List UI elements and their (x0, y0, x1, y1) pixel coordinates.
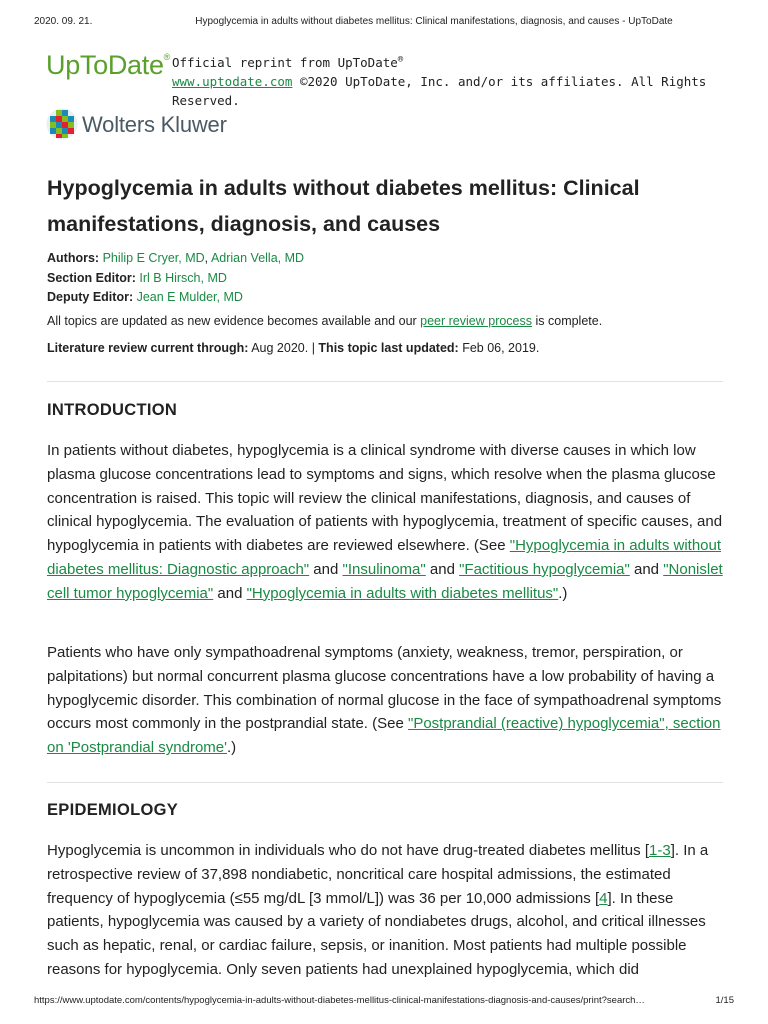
uptodate-site-link[interactable]: www.uptodate.com (172, 74, 293, 90)
reprint-copyright: ©2020 UpToDate, Inc. and/or its affiliates. All Rights Reserved. (172, 74, 707, 109)
conjunction: and (309, 560, 343, 578)
wolters-kluwer-mosaic-icon (46, 108, 78, 140)
uptodate-logo-text: UpToDate (46, 50, 164, 80)
publisher-name: Wolters Kluwer (82, 112, 227, 137)
print-url: https://www.uptodate.com/contents/hypoglycemia-in-adults-without-diabetes-mellitus-clinical-manifestations-diagnosis-and-causes/print?search… (34, 995, 645, 1006)
intro-p2-text: Patients who have only sympathoadrenal symptoms (anxiety, weakness, tremor, perspiration, or palpitations) but normal concurrent plasma glucose concentrations have a low probability of having a hypoglycemic disorder. This combination of normal glucose in the face of sympathoadrenal symptoms occurs most commonly in the postprandial state. (See (47, 644, 722, 733)
epi-p1-text-a: Hypoglycemia is uncommon in individuals who do not have drug-treated diabetes mellitus [ (47, 842, 649, 859)
deputy-editor-label: Deputy Editor: (47, 290, 134, 304)
section-editor-link[interactable]: Irl B Hirsch, MD (139, 270, 227, 285)
litrev-label: Literature review current through: (47, 341, 249, 355)
section-editor-row (47, 269, 304, 289)
reprint-reg: ® (397, 55, 404, 65)
link-insulinoma[interactable]: "Insulinoma" (342, 560, 426, 578)
link-factitious-hypoglycemia[interactable]: "Factitious hypoglycemia" (459, 560, 630, 578)
intro-p1-end: .) (558, 584, 568, 602)
authors-row (47, 249, 304, 269)
link-diagnostic-approach[interactable]: "Hypoglycemia in adults without diabetes mellitus: Diagnostic approach" (47, 537, 722, 578)
divider (47, 782, 723, 783)
update-note (47, 314, 602, 328)
author-link-vella[interactable]: Adrian Vella, MD (210, 251, 305, 265)
conjunction: and (629, 560, 664, 578)
deputy-editor-link[interactable]: Jean E Mulder, MD (136, 290, 243, 304)
updated-label: This topic last updated: (318, 341, 459, 355)
intro-paragraph-1 (47, 439, 723, 606)
section-heading-epidemiology: EPIDEMIOLOGY (47, 801, 179, 819)
page-number: 1/15 (715, 995, 734, 1006)
article-title: Hypoglycemia in adults without diabetes mellitus: Clinical manifestations, diagnosis, and causes (47, 176, 640, 236)
literature-review-line (47, 341, 539, 355)
peer-review-link[interactable]: peer review process (420, 314, 533, 328)
author-link-cryer[interactable]: Philip E Cryer, MD (102, 251, 205, 265)
update-note-pre: All topics are updated as new evidence becomes available and our (47, 314, 421, 328)
conjunction: and (213, 584, 247, 602)
epi-p1-text-b: ]. In a retrospective review of 37,898 nondiabetic, noncritical care hospital admissions, the estimated frequency of hypoglycemia (≤55 mg/dL [3 mmol/L]) was 36 per 10,000 admissions [ (47, 842, 709, 907)
uptodate-logo (46, 50, 170, 81)
authors-label: Authors: (47, 251, 100, 265)
link-postprandial-hypoglycemia[interactable]: "Postprandial (reactive) hypoglycemia", section on 'Postprandial syndrome' (47, 715, 721, 757)
print-title: Hypoglycemia in adults without diabetes mellitus: Clinical manifestations, diagnosis, and causes - UpToDate (195, 16, 673, 27)
uptodate-logo-mark: ® (163, 52, 171, 62)
reprint-notice (172, 51, 768, 110)
section-heading-introduction: INTRODUCTION (47, 401, 178, 419)
link-hypoglycemia-with-diabetes[interactable]: "Hypoglycemia in adults with diabetes mellitus" (246, 584, 559, 602)
intro-paragraph-2 (47, 641, 723, 760)
link-nonislet-cell-tumor[interactable]: "Nonislet cell tumor hypoglycemia" (47, 560, 723, 602)
conjunction: and (425, 560, 460, 578)
epidemiology-paragraph-1 (47, 839, 723, 982)
author-separator: , (204, 251, 211, 265)
deputy-editor-row (47, 288, 304, 308)
intro-p1-text: In patients without diabetes, hypoglycemia is a clinical syndrome with diverse causes in which low plasma glucose concentrations lead to symptoms and signs, which resolve when the plasma glucose concentration is raised. This topic will review the clinical manifestations, diagnosis, and causes of clinical hypoglycemia. The evaluation of patients with hypoglycemia, treatment of specific causes, and hypoglycemia in patients with diabetes are reviewed elsewhere. (See (47, 442, 723, 555)
intro-p2-end: .) (227, 739, 237, 757)
reprint-line1: Official reprint from UpToDate (172, 55, 398, 71)
print-header (34, 16, 734, 30)
section-editor-label: Section Editor: (47, 270, 136, 285)
litrev-value: Aug 2020. | (248, 341, 319, 355)
update-note-post: is complete. (532, 314, 603, 328)
divider (47, 381, 723, 382)
article-meta (47, 249, 304, 308)
reference-link-1-3[interactable]: 1-3 (649, 842, 671, 859)
epi-p1-text-c: ]. In these patients, hypoglycemia was caused by a variety of nondiabetes drugs, alcohol, and critical illnesses such as hepatic, renal, or cardiac failure, sepsis, or inanition. Most patients had multiple possible reasons for hypoglycemia. Only seven patients had unexplained hypoglycemia, which did (47, 889, 706, 978)
reference-link-4[interactable]: 4 (599, 889, 608, 907)
print-date: 2020. 09. 21. (34, 16, 93, 27)
updated-value: Feb 06, 2019. (458, 341, 540, 355)
